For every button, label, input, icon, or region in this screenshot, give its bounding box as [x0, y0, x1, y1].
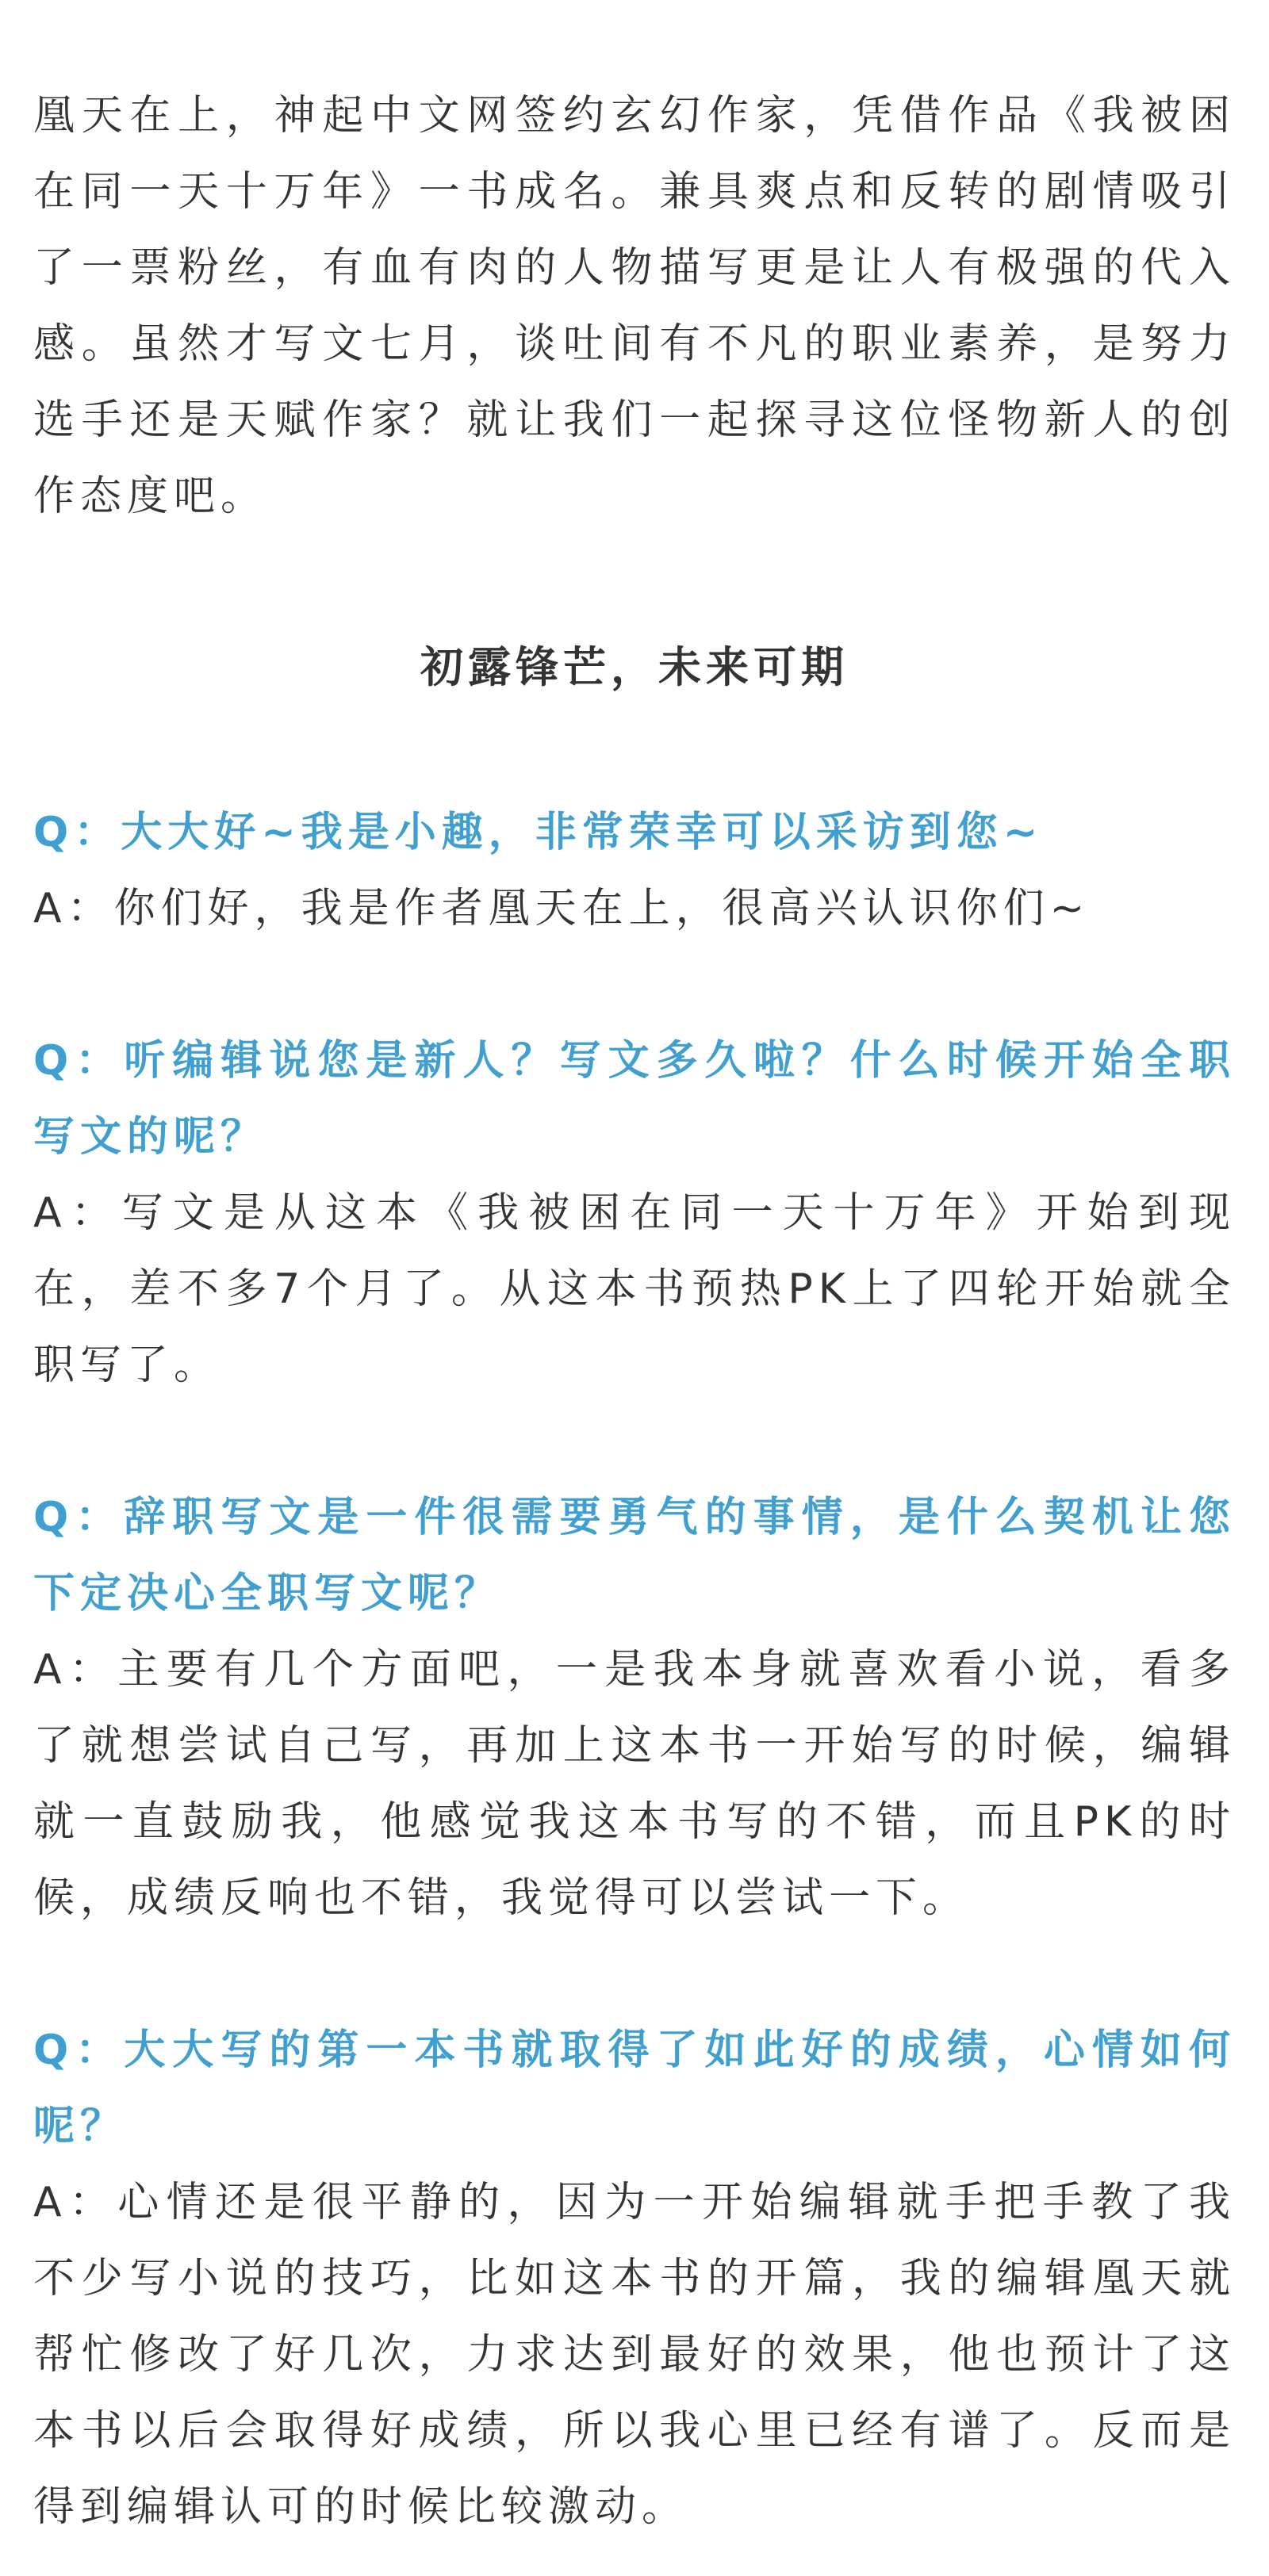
question-text: Q：听编辑说您是新人？写文多久啦？什么时候开始全职写文的呢？ [33, 1037, 1236, 1161]
qa-block [33, 794, 1236, 947]
question-text: Q：大大写的第一本书就取得了如此好的成绩，心情如何呢？ [33, 2027, 1236, 2150]
section-title: 初露锋芒，未来可期 [420, 642, 849, 692]
answer-text: A：写文是从这本《我被困在同一天十万年》开始到现在，差不多7个月了。从这本书预热PK上了四轮开始就全职写了。 [33, 1189, 1236, 1389]
qa-block [33, 2012, 1236, 2545]
qa-block [33, 1023, 1236, 1403]
answer-text: A：你们好，我是作者凰天在上，很高兴认识你们~ [33, 885, 1091, 932]
intro-paragraph: 凰天在上，神起中文网签约玄幻作家，凭借作品《我被困在同一天十万年》一书成名。兼具爽点和反转的剧情吸引了一票粉丝，有血有肉的人物描写更是让人有极强的代入感。虽然才写文七月，谈吐间有不凡的职业素养，是努力选手还是天赋作家？就让我们一起探寻这位怪物新人的创作态度吧。 [33, 92, 1236, 520]
question-text: Q：辞职写文是一件很需要勇气的事情，是什么契机让您下定决心全职写文呢？ [33, 1494, 1236, 1617]
qa-block [33, 1479, 1236, 1936]
answer-text: A：心情还是很平静的，因为一开始编辑就手把手教了我不少写小说的技巧，比如这本书的开篇，我的编辑凰天就帮忙修改了好几次，力求达到最好的效果，他也预计了这本书以后会取得好成绩，所以我心里已经有谱了。反而是得到编辑认可的时候比较激动。 [33, 2179, 1236, 2531]
question-text: Q：大大好~我是小趣，非常荣幸可以采访到您~ [33, 809, 1044, 856]
answer-text: A：主要有几个方面吧，一是我本身就喜欢看小说，看多了就想尝试自己写，再加上这本书一开始写的时候，编辑就一直鼓励我，他感觉我这本书写的不错，而且PK的时候，成绩反响也不错，我觉得可以尝试一下。 [33, 1646, 1236, 1922]
